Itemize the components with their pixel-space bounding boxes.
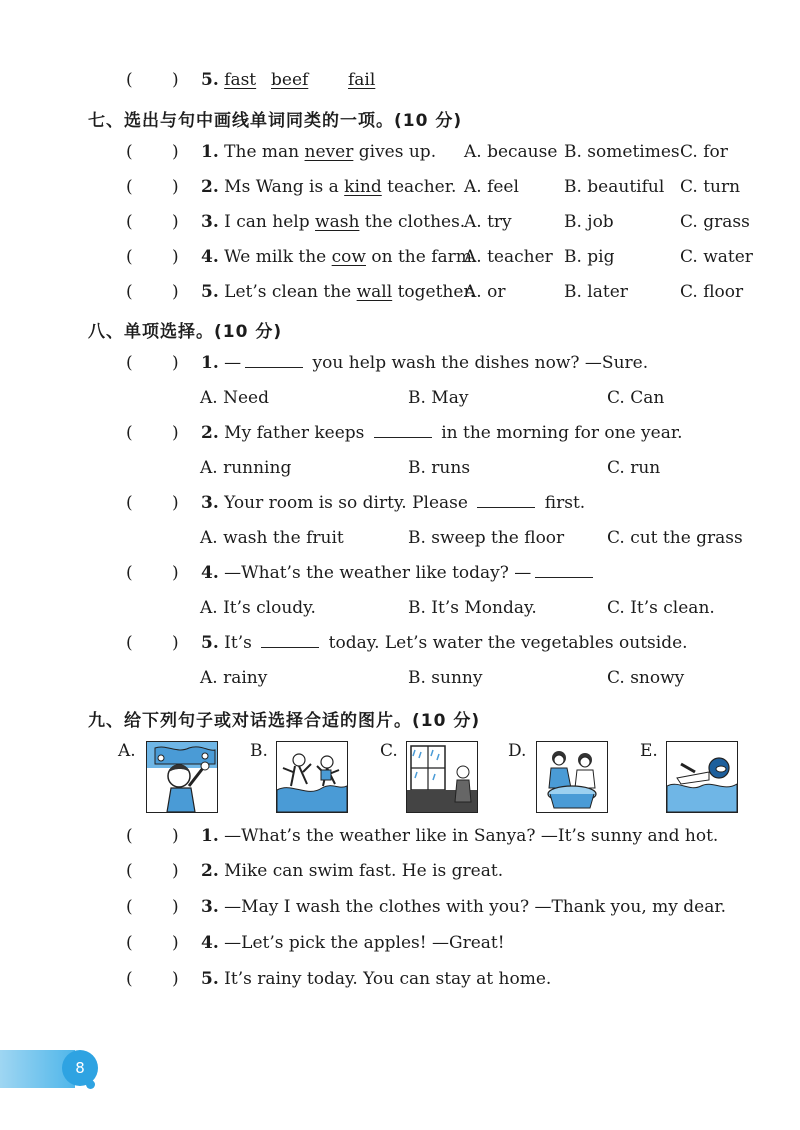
option-b: B. job — [564, 212, 614, 232]
picture-label-d: D. — [508, 741, 527, 761]
section6-item-5: ( ) 5. fast beef fail — [126, 70, 376, 90]
section9-question: ( ) 2. Mike can swim fast. He is great. — [126, 861, 504, 881]
underlined-word: cow — [331, 247, 366, 267]
option-b: B. beautiful — [564, 177, 665, 197]
option-a: A. try — [464, 212, 512, 232]
section8-options — [200, 458, 760, 488]
option-a: A. because — [464, 142, 558, 162]
section8-title: 八、单项选择。(10 分) — [88, 322, 283, 342]
option-a: A. It’s cloudy. — [200, 598, 316, 618]
option-c: C. cut the grass — [607, 528, 743, 548]
section7-question: ( ) 4. We milk the cow on the farm. A. teacher B. pig C. water — [126, 247, 753, 267]
option-b: B. pig — [564, 247, 615, 267]
section9-question: ( ) 4. —Let’s pick the apples! —Great! — [126, 933, 505, 953]
section7-question: ( ) 3. I can help wash the clothes. A. try B. job C. grass — [126, 212, 750, 232]
option-c: C. run — [607, 458, 661, 478]
option-c: C. snowy — [607, 668, 685, 688]
question-number: 5. — [201, 70, 219, 90]
word-fail: fail — [348, 70, 376, 90]
picture-label-b: B. — [250, 741, 268, 761]
rainy-window-icon[interactable] — [406, 741, 478, 813]
section8-options — [200, 388, 760, 418]
option-a: A. Need — [200, 388, 269, 408]
section8-options — [200, 598, 760, 628]
option-c: C. Can — [607, 388, 665, 408]
fill-blank[interactable] — [374, 423, 432, 438]
washing-clothes-icon[interactable] — [536, 741, 608, 813]
option-c: C. grass — [680, 212, 750, 232]
option-b: B. sometimes — [564, 142, 680, 162]
section8-question: ( ) 4. —What’s the weather like today? — — [126, 563, 766, 593]
section8-question: ( ) 1. — you help wash the dishes now? —Sure. — [126, 353, 649, 373]
section9-question: ( ) 3. —May I wash the clothes with you? —Thank you, my dear. — [126, 897, 727, 917]
picking-apples-icon[interactable] — [146, 741, 218, 813]
underlined-word: kind — [344, 177, 382, 197]
option-a: A. teacher — [464, 247, 553, 267]
fill-blank[interactable] — [535, 563, 593, 578]
page-dot — [86, 1080, 95, 1089]
children-swimming-icon[interactable] — [276, 741, 348, 813]
section9-question: ( ) 5. It’s rainy today. You can stay at home. — [126, 969, 552, 989]
picture-label-c: C. — [380, 741, 398, 761]
section8-options — [200, 668, 760, 698]
option-c: C. for — [680, 142, 728, 162]
picture-label-e: E. — [640, 741, 658, 761]
option-b: B. later — [564, 282, 628, 302]
option-c: C. floor — [680, 282, 744, 302]
underlined-word: wash — [315, 212, 360, 232]
section9-question: ( ) 1. —What’s the weather like in Sanya? —It’s sunny and hot. — [126, 826, 719, 846]
option-a: A. feel — [464, 177, 519, 197]
section7-question: ( ) 2. Ms Wang is a kind teacher. A. feel B. beautiful C. turn — [126, 177, 741, 197]
word-fast: fast — [224, 70, 257, 90]
option-a: A. rainy — [200, 668, 268, 688]
option-c: C. water — [680, 247, 753, 267]
option-b: B. sweep the floor — [408, 528, 565, 548]
word-beef: beef — [271, 70, 309, 90]
option-b: B. It’s Monday. — [408, 598, 537, 618]
underlined-word: never — [304, 142, 354, 162]
section8-question: ( ) 2. My father keeps in the morning for one year. — [126, 423, 683, 443]
option-c: C. turn — [680, 177, 741, 197]
section7-title: 七、选出与句中画线单词同类的一项。(10 分) — [88, 111, 463, 131]
section8-question: ( ) 3. Your room is so dirty. Please first. — [126, 493, 586, 513]
page-number: 8 — [62, 1050, 98, 1086]
picture-label-a: A. — [118, 741, 136, 761]
section9-title: 九、给下列句子或对话选择合适的图片。(10 分) — [88, 711, 481, 731]
underlined-word: wall — [356, 282, 393, 302]
option-a: A. or — [464, 282, 506, 302]
section8-question: ( ) 5. It’s today. Let’s water the vegetables outside. — [126, 633, 688, 653]
fill-blank[interactable] — [261, 633, 319, 648]
fill-blank[interactable] — [245, 353, 303, 368]
section7-question: ( ) 1. The man never gives up. A. because B. sometimes C. for — [126, 142, 728, 162]
fill-blank[interactable] — [477, 493, 535, 508]
option-b: B. runs — [408, 458, 471, 478]
option-b: B. sunny — [408, 668, 483, 688]
section8-options — [200, 528, 760, 558]
option-a: A. running — [200, 458, 292, 478]
option-a: A. wash the fruit — [200, 528, 344, 548]
option-b: B. May — [408, 388, 469, 408]
swimmer-icon[interactable] — [666, 741, 738, 813]
section7-question: ( ) 5. Let’s clean the wall together. A. or B. later C. floor — [126, 282, 744, 302]
option-c: C. It’s clean. — [607, 598, 715, 618]
